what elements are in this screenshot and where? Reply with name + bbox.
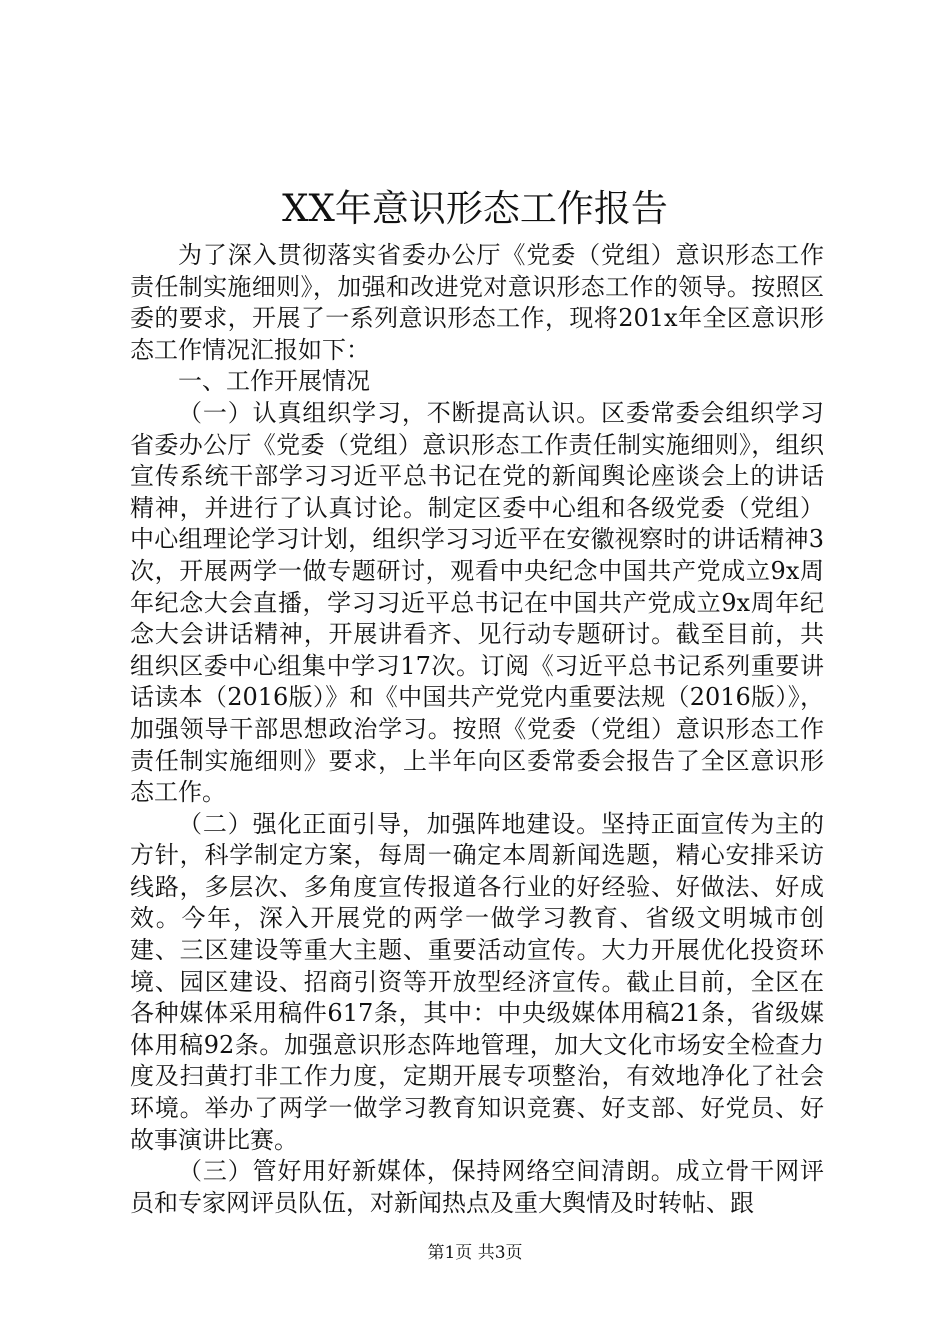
paragraph-intro: 为了深入贯彻落实省委办公厅《党委（党组）意识形态工作责任制实施细则》，加强和改进党对意识形态工作的领导。按照区委的要求，开展了一系列意识形态工作，现将201x年全区意识形态工作情况汇报如下： bbox=[130, 241, 824, 364]
section-heading: 一、工作开展情况 bbox=[178, 367, 370, 396]
page-footer: 第1页 共3页 bbox=[427, 1243, 523, 1263]
paragraph-new-media: （三）管好用好新媒体，保持网络空间清朗。成立骨干网评员和专家网评员队伍，对新闻热点及重大舆情及时转帖、跟 bbox=[130, 1157, 824, 1217]
document-body bbox=[130, 240, 824, 1219]
paragraph-guidance: （二）强化正面引导，加强阵地建设。坚持正面宣传为主的方针，科学制定方案，每周一确定本周新闻选题，精心安排采访线路，多层次、多角度宣传报道各行业的好经验、好做法、好成效。今年，深入开展党的两学一做学习教育、省级文明城市创建、三区建设等重大主题、重要活动宣传。大力开展优化投资环境、园区建设、招商引资等开放型经济宣传。截止目前，全区在各种媒体采用稿件617条，其中：中央级媒体用稿21条，省级媒体用稿92条。加强意识形态阵地管理，加大文化市场安全检查力度及扫黄打非工作力度，定期开展专项整治，有效地净化了社会环境。举办了两学一做学习教育知识竞赛、好支部、好党员、好故事演讲比赛。 bbox=[130, 809, 824, 1154]
document-title: XX年意识形态工作报告 bbox=[282, 187, 668, 230]
paragraph-study: （一）认真组织学习，不断提高认识。区委常委会组织学习省委办公厅《党委（党组）意识形态工作责任制实施细则》，组织宣传系统干部学习习近平总书记在党的新闻舆论座谈会上的讲话精神，并进行了认真讨论。制定区委中心组和各级党委（党组）中心组理论学习计划，组织学习习近平在安徽视察时的讲话精神3次，开展两学一做专题研讨，观看中央纪念中国共产党成立9x周年纪念大会直播，学习习近平总书记在中国共产党成立9x周年纪念大会讲话精神，开展讲看齐、见行动专题研讨。截至目前，共组织区委中心组集中学习17次。订阅《习近平总书记系列重要讲话读本（2016版）》和《中国共产党党内重要法规（2016版）》，加强领导干部思想政治学习。按照《党委（党组）意识形态工作责任制实施细则》要求，上半年向区委常委会报告了全区意识形态工作。 bbox=[130, 398, 824, 807]
